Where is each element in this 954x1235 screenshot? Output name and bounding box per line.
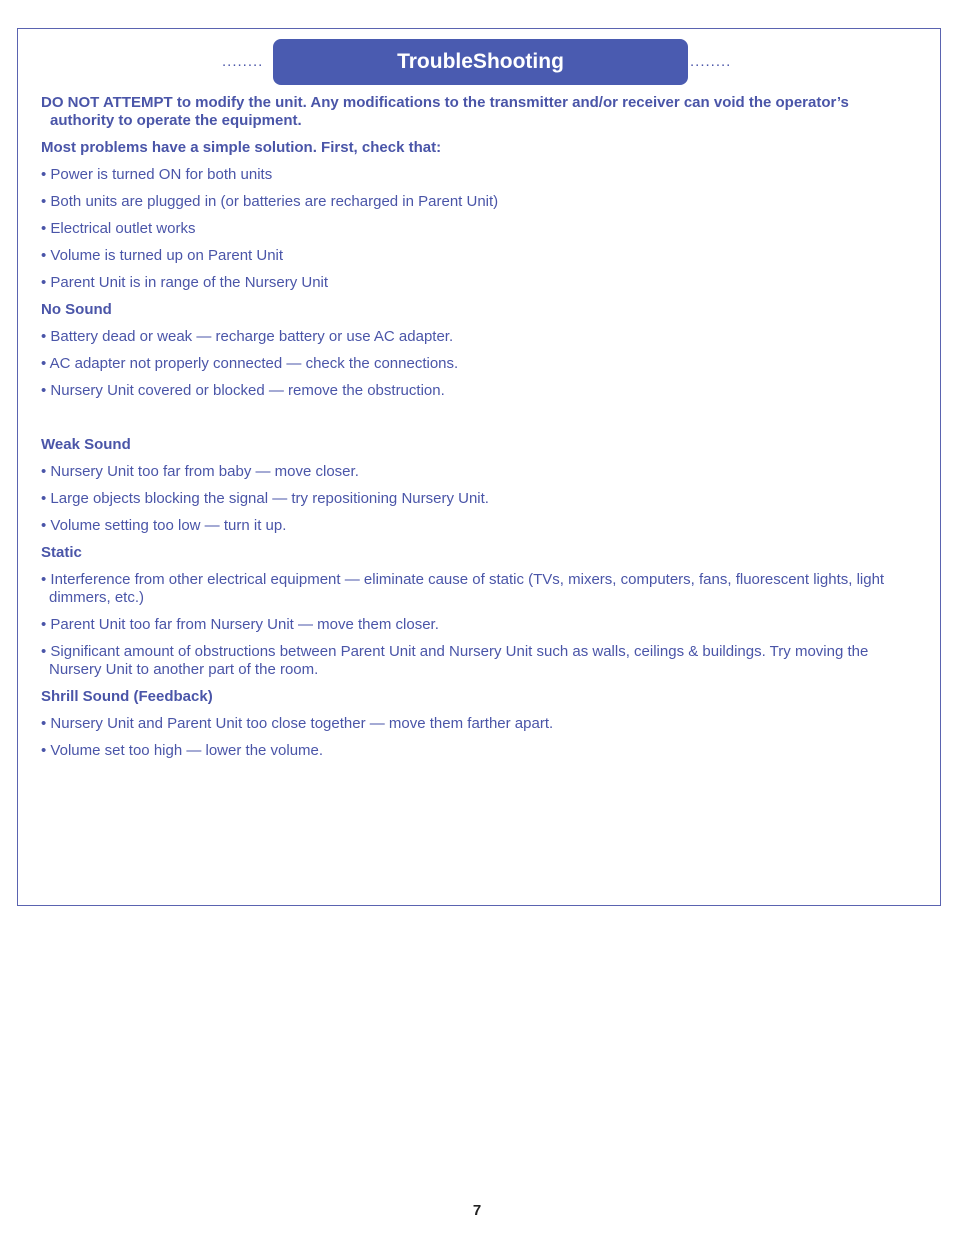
list-item: • Large objects blocking the signal — try repositioning Nursery Unit. [41, 490, 489, 507]
section-heading-weak-sound: Weak Sound [41, 436, 131, 453]
warning-text: DO NOT ATTEMPT to modify the unit. Any modifications to the transmitter and/or receiver can void the operator’s authority to operate the equipment. [41, 94, 849, 129]
page-title: TroubleShooting [273, 39, 688, 85]
page-number: 7 [472, 1202, 482, 1219]
list-item: • Battery dead or weak — recharge battery or use AC adapter. [41, 328, 454, 345]
list-item: • AC adapter not properly connected — check the connections. [41, 355, 459, 372]
check-item: • Power is turned ON for both units [41, 166, 273, 183]
section-heading-no-sound: No Sound [41, 301, 112, 318]
check-item: • Volume is turned up on Parent Unit [41, 247, 284, 264]
troubleshooting-content [41, 94, 911, 769]
section-spacer [41, 409, 911, 436]
list-item: • Interference from other electrical equipment — eliminate cause of static (TVs, mixers, computers, fans, fluorescent lights, light dimmers, etc.) [41, 571, 885, 606]
list-item: • Significant amount of obstructions between Parent Unit and Nursery Unit such as walls, ceilings & buildings. Try moving the Nursery Unit to another part of the room. [41, 643, 869, 678]
section-heading-shrill-sound: Shrill Sound (Feedback) [41, 688, 213, 705]
check-item: • Electrical outlet works [41, 220, 196, 237]
section-heading-static: Static [41, 544, 82, 561]
list-item: • Nursery Unit too far from baby — move closer. [41, 463, 359, 480]
list-item: • Nursery Unit and Parent Unit too close together — move them farther apart. [41, 715, 554, 732]
list-item: • Parent Unit too far from Nursery Unit — move them closer. [41, 616, 439, 633]
title-dots-left: ........ [222, 53, 264, 70]
title-banner [222, 39, 740, 85]
check-item: • Parent Unit is in range of the Nursery Unit [41, 274, 329, 291]
list-item: • Volume setting too low — turn it up. [41, 517, 287, 534]
list-item: • Nursery Unit covered or blocked — remove the obstruction. [41, 382, 445, 399]
check-item: • Both units are plugged in (or batteries are recharged in Parent Unit) [41, 193, 499, 210]
intro-text: Most problems have a simple solution. First, check that: [41, 139, 442, 156]
title-dots-right: ........ [690, 53, 732, 70]
list-item: • Volume set too high — lower the volume. [41, 742, 324, 759]
